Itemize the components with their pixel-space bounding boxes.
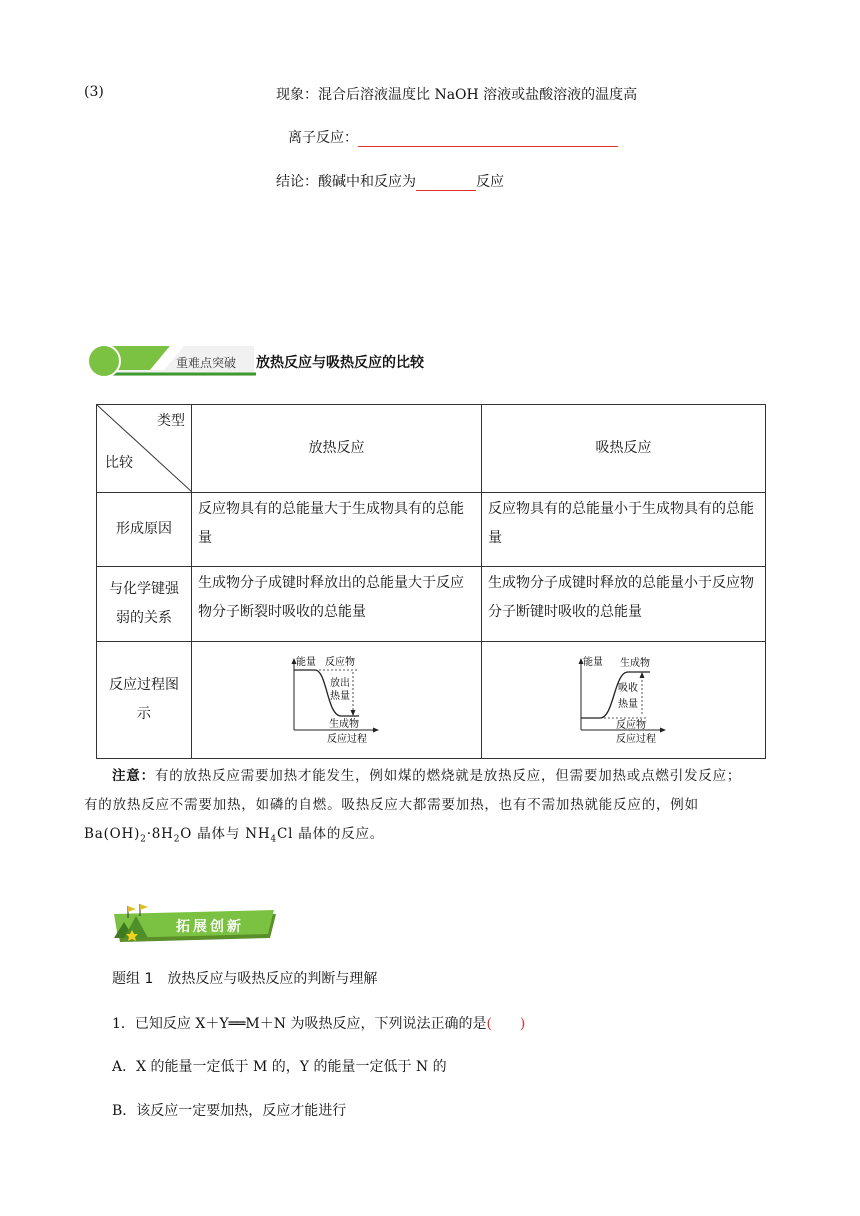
exo-bottom-label: 生成物 xyxy=(328,719,359,730)
question-1-stem: 1．已知反应 X＋Y══M＋N 为吸热反应，下列说法正确的是 xyxy=(112,1016,487,1032)
exo-arrow-label-2: 热量 xyxy=(329,691,350,702)
row-label-diagram: 反应过程图示 xyxy=(97,642,192,759)
group-title: 题组 1 放热反应与吸热反应的判断与理解 xyxy=(112,971,378,987)
endo-x-label: 反应过程 xyxy=(615,734,656,745)
row-label-bond: 与化学键强弱的关系 xyxy=(97,567,192,642)
header-endothermic: 吸热反应 xyxy=(482,405,766,493)
note-paragraph xyxy=(84,762,774,855)
expand-banner xyxy=(110,904,282,944)
endo-y-label: 能量 xyxy=(582,657,603,668)
question-1 xyxy=(112,1013,525,1033)
corner-top-label: 类型 xyxy=(157,413,185,429)
cell-endo-bond: 生成物分子成键时释放的总能量小于反应物分子断键时吸收的总能量 xyxy=(482,567,766,642)
option-a[interactable]: A．X 的能量一定低于 M 的，Y 的能量一定低于 N 的 xyxy=(112,1059,447,1075)
banner-title: 放热反应与吸热反应的比较 xyxy=(256,355,424,371)
exo-x-label: 反应过程 xyxy=(326,734,367,745)
banner-badge: 重难点突破 xyxy=(176,356,237,370)
formula-water: ·8H xyxy=(146,826,174,842)
formula-cl: Cl 晶体的反应。 xyxy=(276,826,385,842)
subscript: 2 xyxy=(173,834,181,845)
comparison-table xyxy=(96,404,766,759)
exothermic-energy-diagram xyxy=(287,654,387,746)
row-label-cause: 形成原因 xyxy=(97,493,192,567)
conclusion-prefix: 结论：酸碱中和反应为 xyxy=(276,174,416,190)
endo-arrow-label-1: 吸收 xyxy=(617,683,638,694)
cell-endo-diagram xyxy=(482,642,766,759)
exo-arrow-label-1: 放出 xyxy=(329,678,350,689)
ion-reaction-line xyxy=(288,127,618,147)
conclusion-suffix: 反应 xyxy=(476,174,504,190)
endothermic-energy-diagram xyxy=(574,654,674,746)
conclusion-line xyxy=(276,171,504,191)
exo-y-label: 能量 xyxy=(295,657,316,668)
subscript: 4 xyxy=(270,834,277,845)
note-line-1-text: 有的放热反应需要加热才能发生，例如煤的燃烧就是放热反应，但需要加热或点燃引发反应； xyxy=(154,768,742,784)
header-exothermic: 放热反应 xyxy=(192,405,482,493)
corner-bottom-label: 比较 xyxy=(105,455,133,471)
formula-baoh: Ba(OH) xyxy=(84,826,141,842)
note-line-2: 有的放热反应不需要加热，如磷的自燃。吸热反应大都需要加热，也有不需加热就能反应的，例如 xyxy=(84,797,699,813)
cell-exo-cause: 反应物具有的总能量大于生成物具有的总能量 xyxy=(192,493,482,567)
table-corner-cell xyxy=(97,405,192,493)
phenomenon-text: 现象：混合后溶液温度比 NaOH 溶液或盐酸溶液的温度高 xyxy=(276,87,638,103)
option-b[interactable]: B．该反应一定要加热，反应才能进行 xyxy=(112,1103,347,1119)
cell-endo-cause: 反应物具有的总能量小于生成物具有的总能量 xyxy=(482,493,766,567)
formula-nh4: O 晶体与 NH xyxy=(180,826,271,842)
note-line-1 xyxy=(84,762,774,791)
ion-reaction-label: 离子反应： xyxy=(288,130,358,146)
note-label: 注意： xyxy=(112,768,155,784)
section-banner xyxy=(84,340,484,380)
cell-exo-diagram xyxy=(192,642,482,759)
section-number: (3) xyxy=(84,84,104,100)
endo-top-label: 生成物 xyxy=(619,658,650,669)
ion-reaction-blank[interactable] xyxy=(358,132,618,147)
expand-banner-title: 拓展创新 xyxy=(176,919,244,935)
cell-exo-bond: 生成物分子成键时释放出的总能量大于反应物分子断裂时吸收的总能量 xyxy=(192,567,482,642)
conclusion-blank[interactable] xyxy=(416,176,476,191)
question-1-answer-paren[interactable]: ( ) xyxy=(486,1016,526,1032)
endo-arrow-label-2: 热量 xyxy=(617,699,638,710)
exo-top-label: 反应物 xyxy=(324,657,355,668)
note-line-3 xyxy=(84,820,774,855)
subscript: 2 xyxy=(140,834,147,845)
endo-bottom-label: 反应物 xyxy=(615,720,646,731)
